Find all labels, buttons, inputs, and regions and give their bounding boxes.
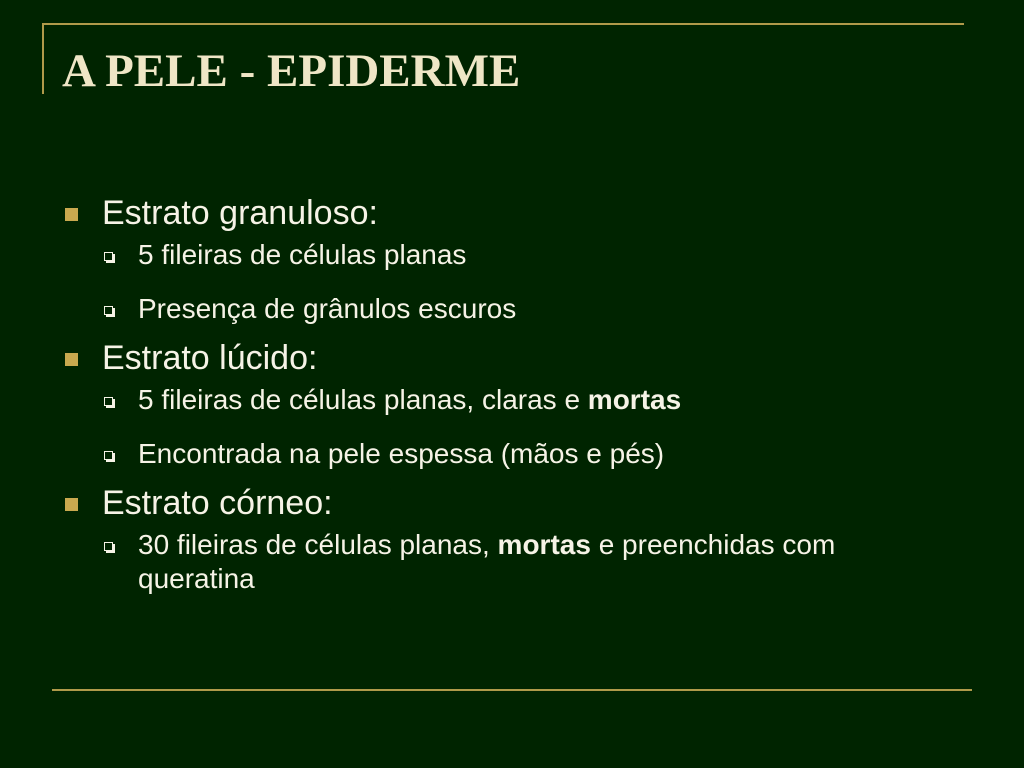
list-item-text: 5 fileiras de células planas xyxy=(138,239,467,270)
section-heading xyxy=(62,478,962,528)
section-heading-text: Estrato granuloso: xyxy=(102,194,378,232)
section-heading-text: Estrato córneo: xyxy=(102,484,333,522)
emphasis-text: mortas xyxy=(497,529,591,560)
hollow-square-bullet-icon xyxy=(104,306,113,315)
section-heading-text: Estrato lúcido: xyxy=(102,339,318,377)
list-item xyxy=(62,437,962,471)
section-heading xyxy=(62,188,962,238)
list-item-text: 30 fileiras de células planas, xyxy=(138,529,498,560)
list-item-text: Presença de grânulos escuros xyxy=(138,293,517,324)
list-item-text: Encontrada na pele espessa (mãos e pés) xyxy=(138,438,665,469)
list-item xyxy=(62,383,962,417)
hollow-square-bullet-icon xyxy=(104,252,113,261)
footer-rule xyxy=(52,689,972,691)
slide-body xyxy=(62,188,962,596)
emphasis-text: mortas xyxy=(587,384,682,415)
section-estrato-granuloso xyxy=(62,188,962,326)
section-heading xyxy=(62,333,962,383)
section-estrato-corneo xyxy=(62,478,962,596)
hollow-square-bullet-icon xyxy=(104,451,113,460)
title-frame-top-rule xyxy=(42,23,964,25)
list-item xyxy=(62,528,838,596)
square-bullet-icon xyxy=(65,353,78,366)
square-bullet-icon xyxy=(65,498,78,511)
list-item-text: 5 fileiras de células planas, claras e xyxy=(138,384,588,415)
section-estrato-lucido xyxy=(62,333,962,471)
hollow-square-bullet-icon xyxy=(104,542,113,551)
list-item xyxy=(62,292,962,326)
list-item xyxy=(62,238,962,272)
list-item-text-continued: e preenchidas com queratina xyxy=(138,529,836,594)
title-frame-left-rule xyxy=(42,23,44,94)
hollow-square-bullet-icon xyxy=(104,397,113,406)
square-bullet-icon xyxy=(65,208,78,221)
slide-title: A PELE - EPIDERME xyxy=(62,45,521,97)
